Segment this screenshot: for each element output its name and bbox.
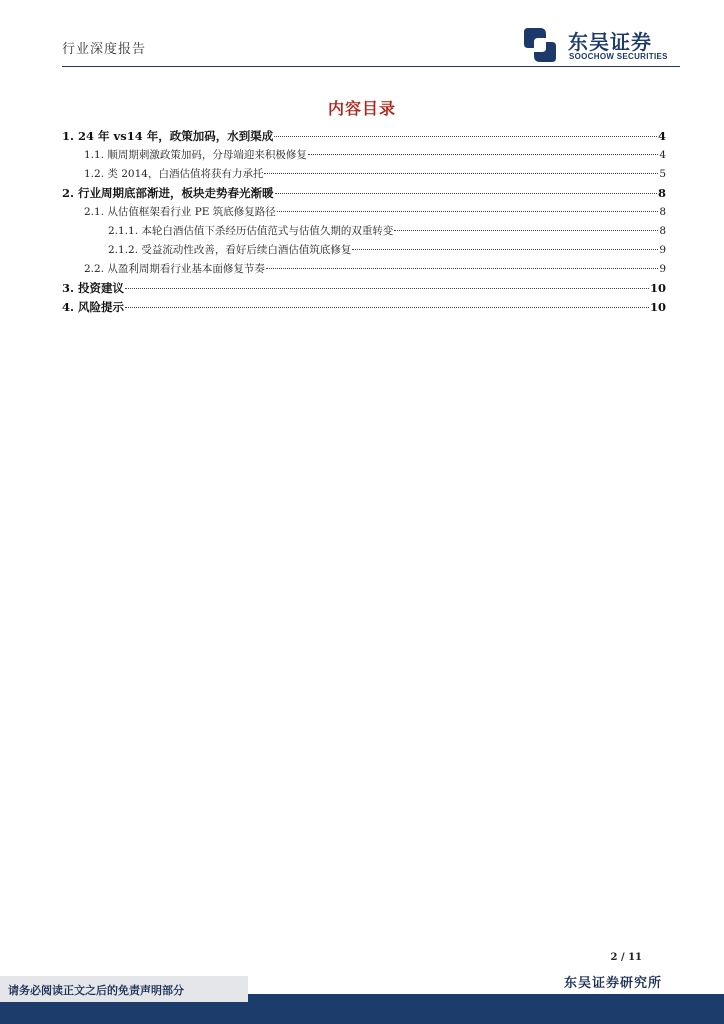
- toc-entry[interactable]: [84, 146, 666, 164]
- leader-dots: [125, 307, 649, 308]
- toc-entry[interactable]: [62, 127, 666, 145]
- toc-entry-page: 9: [659, 244, 666, 256]
- soochow-logo-icon: [520, 26, 560, 64]
- toc-entry-text: 24 年 vs14 年，政策加码，水到渠成: [78, 129, 274, 143]
- toc-entry-text: 投资建议: [78, 281, 125, 295]
- toc-entry-text: 顺周期刺激政策加码，分母端迎来积极修复: [107, 149, 307, 161]
- toc-entry-page: 9: [659, 263, 666, 275]
- toc-entry-page: 10: [649, 281, 666, 295]
- toc-entry-text: 风险提示: [78, 300, 125, 314]
- institute-name: 东吴证券研究所: [563, 976, 662, 991]
- toc-entry[interactable]: [84, 165, 666, 183]
- leader-dots: [275, 193, 657, 194]
- toc-entry-text: 从估值框架看行业 PE 筑底修复路径: [107, 206, 276, 218]
- toc-entry-page: 8: [659, 225, 666, 237]
- toc-entry[interactable]: [62, 298, 666, 316]
- leader-dots: [266, 268, 658, 269]
- toc-entry-number: 2.: [62, 186, 75, 200]
- toc-entry-text: 受益流动性改善，看好后续白酒估值筑底修复: [141, 244, 352, 256]
- brand-logo: [520, 26, 680, 64]
- toc-entry-text: 行业周期底部渐进，板块走势春光渐暖: [78, 186, 274, 200]
- page-indicator: 2 / 11: [610, 952, 642, 963]
- leader-dots: [274, 136, 657, 137]
- brand-name-en: SOOCHOW SECURITIES: [569, 52, 668, 61]
- disclaimer-box: [0, 976, 248, 1002]
- leader-dots: [277, 211, 659, 212]
- toc-entry[interactable]: [108, 241, 666, 259]
- toc-entry-page: 5: [659, 168, 666, 180]
- toc-entry-number: 4.: [62, 300, 75, 314]
- toc-entry-number: 1.2.: [84, 168, 105, 180]
- toc-entry-page: 4: [657, 129, 666, 143]
- toc-entry-number: 2.1.1.: [108, 225, 139, 237]
- leader-dots: [308, 154, 658, 155]
- toc-entry-number: 2.1.2.: [108, 244, 139, 256]
- header-divider: [62, 66, 680, 67]
- toc-title: 内容目录: [327, 99, 396, 118]
- toc-entry[interactable]: [62, 279, 666, 297]
- leader-dots: [264, 173, 658, 174]
- toc-entry-page: 10: [649, 300, 666, 314]
- toc-entry-text: 类 2014，白酒估值将获有力承托: [107, 168, 264, 180]
- brand-name-cn: 东吴证券: [568, 30, 652, 54]
- toc-entry-number: 1.: [62, 129, 75, 143]
- leader-dots: [125, 288, 649, 289]
- toc-entry-page: 8: [657, 186, 666, 200]
- toc-entry-number: 2.2.: [84, 263, 105, 275]
- toc-entry-number: 3.: [62, 281, 75, 295]
- toc-entry-text: 从盈利周期看行业基本面修复节奏: [107, 263, 265, 275]
- toc-entry-number: 2.1.: [84, 206, 105, 218]
- toc-entry-text: 本轮白酒估值下杀经历估值范式与估值久期的双重转变: [141, 225, 394, 237]
- toc-entry[interactable]: [62, 184, 666, 202]
- toc-entry-page: 8: [659, 206, 666, 218]
- toc-entry-number: 1.1.: [84, 149, 105, 161]
- disclaimer-text: 请务必阅读正文之后的免责声明部分: [8, 984, 184, 997]
- leader-dots: [352, 249, 658, 250]
- toc-entry[interactable]: [84, 260, 666, 278]
- toc-entry[interactable]: [108, 222, 666, 240]
- report-type-label: 行业深度报告: [62, 42, 147, 57]
- toc-entry[interactable]: [84, 203, 666, 221]
- leader-dots: [394, 230, 658, 231]
- toc-entry-page: 4: [659, 149, 666, 161]
